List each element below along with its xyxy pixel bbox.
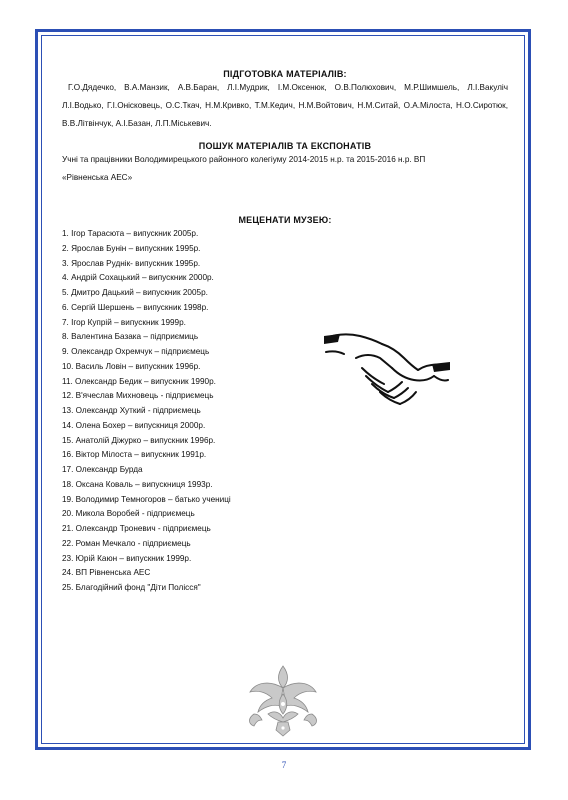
list-item: 11. Олександр Бедик – випускник 1990р.	[62, 376, 216, 386]
patrons-heading: МЕЦЕНАТИ МУЗЕЮ:	[238, 215, 332, 225]
list-item: 25. Благодійний фонд "Діти Полісся"	[62, 583, 201, 592]
list-item: 2. Ярослав Бунін – випускник 1995р.	[62, 243, 201, 253]
materials-text: Г.О.Дядечко, В.А.Манзик, А.В.Баран, Л.І.Мудрик, І.М.Оксенюк, О.В.Полюхович, М.Р.Шимшель, Л.І.Вакуліч Л.І.Водько, Г.І.Онісковець, О.С.Ткач, Н.М.Кривко, Т.М.Кедич, Н.М.Войтович, Н.М.Ситай, О.А.Мілоста, Н.О.Сиротюк, В.В.Літвінчук, А.І.Базан, Л.П.Міськевич.	[62, 83, 508, 128]
list-item: 17. Олександр Бурда	[62, 465, 143, 474]
search-text: Учні та працівники Володимирецького районного колегіуму 2014-2015 н.р. та 2015-2016 н.р. ВП «Рівненська АЕС»	[62, 155, 426, 182]
handshake-icon	[322, 322, 452, 412]
list-item: 6. Сергій Шершень – випускник 1998р.	[62, 302, 209, 312]
page-number: 7	[281, 760, 287, 770]
list-item: 3. Ярослав Руднік- випускник 1995р.	[62, 258, 201, 268]
patrons-list	[62, 227, 231, 596]
list-item: 8. Валентина Базака – підприємиць	[62, 332, 199, 342]
list-item: 22. Роман Мечкало - підприємець	[62, 538, 191, 548]
list-item: 21. Олександр Троневич - підприємець	[62, 524, 211, 533]
list-item: 24. ВП Рівненська АЕС	[62, 568, 151, 578]
list-item: 1. Ігор Тарасюта – випускник 2005р.	[62, 229, 199, 238]
list-item: 9. Олександр Охремчук – підприємець	[62, 347, 210, 356]
list-item: 5. Дмитро Дацький – випускник 2005р.	[62, 288, 208, 297]
search-heading: ПОШУК МАТЕРІАЛІВ ТА ЕКСПОНАТІВ	[198, 141, 372, 151]
list-item: 7. Ігор Купрій – випускник 1999р.	[62, 317, 186, 327]
list-item: 13. Олександр Хуткий - підприємець	[62, 406, 201, 415]
list-item: 23. Юрій Каюн – випускник 1999р.	[62, 553, 192, 563]
list-item: 19. Володимир Темногоров – батько учениці	[62, 494, 231, 504]
list-item: 16. Віктор Мілоста – випускник 1991р.	[62, 450, 207, 460]
list-item: 18. Оксана Коваль – випускниця 1993р.	[62, 479, 213, 489]
materials-heading: ПІДГОТОВКА МАТЕРІАЛІВ:	[223, 69, 347, 79]
list-item: 20. Микола Воробей - підприємець	[62, 509, 195, 519]
list-item: 10. Василь Ловін – випускник 1996р.	[62, 361, 201, 371]
list-item: 12. В'ячеслав Михновець - підприємець	[62, 391, 214, 401]
list-item: 4. Андрій Сохацький – випускник 2000р.	[62, 273, 214, 283]
list-item: 14. Олена Бохер – випускниця 2000р.	[62, 420, 206, 430]
list-item: 15. Анатолій Діжурко – випускник 1996р.	[62, 435, 216, 445]
floral-ornament-icon	[244, 664, 322, 738]
